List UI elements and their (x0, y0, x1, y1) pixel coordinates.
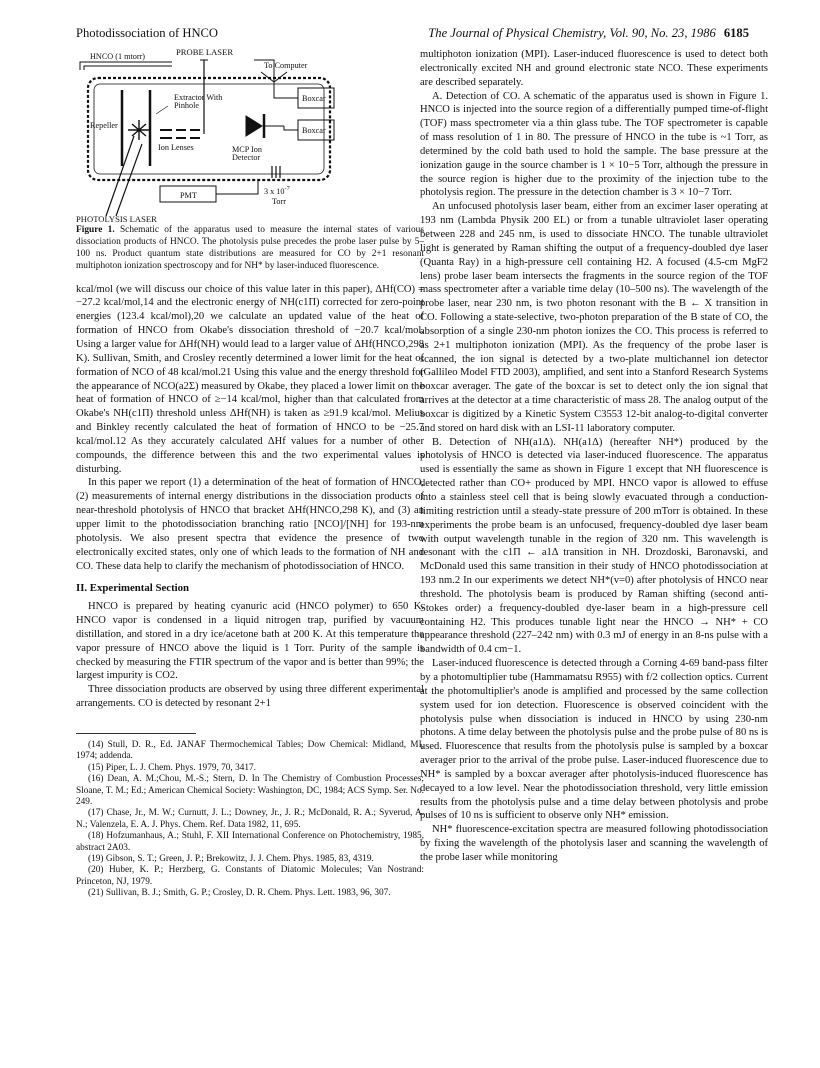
pressure-label: 3 x $10^{-7}$ (264, 185, 290, 196)
extractor-label: Extractor With (174, 93, 223, 102)
footnotes (76, 740, 424, 900)
apparatus-figure (76, 48, 424, 223)
apparatus-schematic (76, 48, 424, 223)
boxcar-label-2: Boxcar (302, 126, 326, 135)
journal-name: The Journal of Physical Chemistry, Vol. 90, No. 23, 1986 (428, 26, 716, 40)
boxcar-label-1: Boxcar (302, 94, 326, 103)
photolysis-laser-label: PHOTOLYSIS LASER (76, 214, 157, 223)
footnote: (14) Stull, D. R., Ed. JANAF Thermochemical Tables; Dow Chemical: Midland, MI, 1974; addenda. (76, 739, 424, 762)
page-number: 6185 (723, 26, 749, 40)
pinhole-label: Pinhole (174, 101, 200, 110)
running-head: Photodissociation of HNCO (76, 26, 219, 40)
footnote: (20) Huber, K. P.; Herzberg, G. Constants of Diatomic Molecules; Van Nostrand: Princeton, NJ, 1979. (76, 865, 424, 887)
mcp-label: MCP Ion (232, 145, 262, 154)
pmt-label: PMT (180, 191, 197, 200)
left-column (76, 48, 424, 900)
journal-citation (428, 26, 749, 41)
torr-label: Torr (272, 197, 286, 206)
footnote: (18) Hofzumanhaus, A.; Stuhl, F. XII International Conference on Photochemistry, 1985, abstract 2A03. (76, 831, 424, 853)
right-column (420, 48, 768, 865)
paragraph: HNCO is prepared by heating cyanuric acid (HNCO polymer) to 650 K. HNCO vapor is condensed in a liquid nitrogen trap, purified by vacuum distillation, and stored in a dry ice/acetone bath at 200 K. At this temperature the vapor pressure of HNCO above the liquid is 1 Torr. Purity of the sample is checked by measuring the FTIR spectrum of the vapor and is better than 99%; the largest impurity is CO2. (76, 601, 424, 682)
footnote: (16) Dean, A. M.;Chou, M.-S.; Stern, D. In The Chemistry of Combustion Processes; Sloane, T. M.; Ed.; American Chemical Society: Washington, DC, 1984; ACS Symp. Ser. No. 249. (76, 774, 424, 807)
footnote: (21) Sullivan, B. J.; Smith, G. P.; Crosley, D. R. Chem. Phys. Lett. 1983, 96, 307. (88, 888, 391, 899)
footnote: (19) Gibson, S. T.; Green, J. P.; Brekowitz, J. J. Chem. Phys. 1985, 83, 4319. (88, 854, 374, 864)
ion-lenses-label: Ion Lenses (158, 143, 194, 152)
paragraph: Laser-induced fluorescence is detected through a Corning 4-69 band-pass filter by a photomultiplier tube (Hammamatsu R955) with f/2 collection optics. Current at the photomultiplier's anode is amplified and processed by the same collection system used for ion detection. Fluorescence is observed coincident with the photolysis pulse when dissociation is induced in HNCO by using 230-nm photons. A time delay between the photolysis pulse and the probe pulse of 80 ns is used. Fluorescence that results from the photolysis pulse is sampled by a boxcar averager prior to the arrival of the probe pulse. Laser-induced fluorescence due to NH* is sampled by a boxcar averager after photolysis-induced fluorescence has decayed to a low level. Near the photodissociation threshold, very little emission results from the photolysis pulse and a time delay between photolysis and probe pulses of 10 ns is sufficient to observe only NH* emission. (420, 658, 768, 822)
repeller-label: Repeller (90, 121, 118, 130)
caption-text: Schematic of the apparatus used to measure the internal states of various dissociation products of HNCO. The photolysis pulse precedes the probe laser pulse by 5–100 ns. Product quantum state distributions are measured for CO by 2+1 resonant multiphoton ionization spectroscopy and for NH* by laser-induced fluorescence. (76, 225, 425, 271)
paragraph: A. Detection of CO. A schematic of the apparatus used is shown in Figure 1. HNCO is injected into the source region of a differentially pumped time-of-flight (TOF) mass spectrometer via a thin glass tube. The TOF spectrometer is capable of mass resolution of 1 in 80. The pressure of HNCO in the tube is ~1 Torr, as determined by the cold bath used to hold the sample. The base pressure at the ionization gauge in the source chamber is 1 × 10−5 Torr, although the pressure in the source region is higher due to the proximity of the injection tube to the photolysis region. The pressure in the detection chamber is 3 × 10−7 Torr. (420, 90, 768, 199)
section-heading: II. Experimental Section (76, 582, 190, 595)
paragraph: An unfocused photolysis laser beam, either from an excimer laser operating at 193 nm (Lambda Physik 200 EL) or from a tunable ultraviolet laser operating between 228 and 245 nm, is used to dissociate HNCO. The tunable ultraviolet light is generated by Raman shifting the output of a frequency-doubled dye laser (Quanta Ray) in a high-pressure cell containing H2. A focused (4.5-cm MgF2 lens) probe laser beam intersects the fragments in the source region of the TOF mass spectrometer after a variable time delay (10–500 ns). The wavelength of the probe laser, near 230 nm, is two photon resonant with the B ← X transition in CO. Following a state-selective, two-photon preparation of the B state of CO, the absorption of a single 230-nm photon ionizes the CO. This process is referred to as 2+1 multiphoton ionization (MPI). As the frequency of the probe laser is scanned, the ion signal is detected by a two-plate multichannel ion detector (Gallileo Model FTD 2003), amplified, and sent into a Stanford Research Systems boxcar averager. The gate of the boxcar is set to detect only the ion signal that arrives at the detector at a time characteristic of mass 28. The analog output of the boxcar is digitized by a Kinetic System C3553 12-bit analog-to-digital converter and stored on hard disk with an LSI-11 laboratory computer. (420, 201, 768, 434)
detector-label: Detector (232, 153, 261, 162)
figure-caption (76, 225, 424, 273)
probe-laser-label: PROBE LASER (176, 48, 234, 57)
caption-label: Figure 1. (76, 225, 115, 235)
paragraph: kcal/mol (we will discuss our choice of this value later in this paper), ΔHf(CO) = −27.2 kcal/mol,14 and the electronic energy of NH(c1Π) corrected for zero-point energies (123.4 kcal/mol),20 we calculate an updated value of the heat of formation of HNCO from Okabe's dissociation threshold of −20.7 kcal/mol. Using a larger value for ΔHf(NH) would lead to a larger value of ΔHf(HNCO,298 K). Sullivan, Smith, and Crosley recently determined a lower limit for the heat of formation of NCO of 48 kcal/mol.21 Using this value and the energy threshold for the appearance of NCO(a2Σ) measured by Okabe, they placed a lower limit on the heat of formation of HNCO of ≥−14 kcal/mol, higher than that calculated from Okabe's NH(c1Π) threshold unless ΔHf(NH) is taken as ≥91.9 kcal/mol. Melius and Binkley recently calculated the heat of formation of HNCO to be −25.7 kcal/mol.12 As they accurately calculated ΔHf values for a number of other compounds, the difference between this and the two experimental values is disturbing. (76, 283, 424, 475)
paragraph: multiphoton ionization (MPI). Laser-induced fluorescence is used to detect both electronically excited NH and ground electronic state NCO. These experiments are described separately. (420, 49, 768, 88)
paragraph: NH* fluorescence-excitation spectra are measured following photodissociation by fixing the wavelength of the photolysis laser and scanning the wavelength of the probe laser while monitoring (420, 824, 768, 863)
footnote-rule (76, 733, 196, 734)
paragraph: B. Detection of NH(a1Δ). NH(a1Δ) (hereafter NH*) produced by the photolysis of HNCO is detected via laser-induced fluorescence. The apparatus used is essentially the same as shown in Figure 1 except that NH fluorescence is detected rather than CO+ produced by MPI. HNCO vapor is allowed to effuse into a stainless steel cell that is being slowly evacuated through a conduction-limiting restriction until a steady-state pressure of 200 mTorr is obtained. In these experiments the probe beam is an unfocused, frequency-doubled dye laser beam with output wavelength tunable in the region of 320 nm. This wavelength is resonant with the c1Π ← a1Δ transition in NH. Drozdoski, Baronavski, and McDonald used this same transition in their study of HNCO photodissociation at 193 nm.2 In our experiments we detect NH*(v=0) after photolysis of HNCO near threshold. The photolysis beam is produced by Raman shifting (second anti-Stokes order) a frequency-doubled dye-laser beam in a high-pressure cell containing H2. This produces tunable light near the HNCO → NH* + CO appearance threshold (227–242 nm) with 0.3 mJ of energy in an 8-ns pulse with a bandwidth of 0.4 cm−1. (420, 436, 768, 656)
to-computer-label: To Computer (264, 61, 308, 70)
footnote: (15) Piper, L. J. Chem. Phys. 1979, 70, 3417. (88, 762, 257, 773)
paragraph: In this paper we report (1) a determination of the heat of formation of HNCO, (2) measurements of internal energy distributions in the dissociation products of near-threshold photolysis of HNCO that bracket ΔHf(HNCO,298 K), and (3) an upper limit to the photodissociation branching ratio [NCO]/[NH] for 193-nm photolysis. We also present spectra that evidence the presence of two electronically excited states, only one of which leads to the formation of NH and CO. These data help to clarify the mechanism of photodissociation of HNCO. (76, 477, 424, 572)
paragraph: Three dissociation products are observed by using three different experimental arrangements. CO is detected by resonant 2+1 (76, 684, 424, 710)
hnco-inlet-label: HNCO (1 mtorr) (90, 52, 146, 61)
footnote: (17) Chase, Jr., M. W.; Curnutt, J. L.; Downey, Jr., J. R.; McDonald, R. A.; Syverud, A. N.; Valenzela, E. A. J. Phys. Chem. Ref. Data 1982, 11, 695. (76, 808, 424, 830)
